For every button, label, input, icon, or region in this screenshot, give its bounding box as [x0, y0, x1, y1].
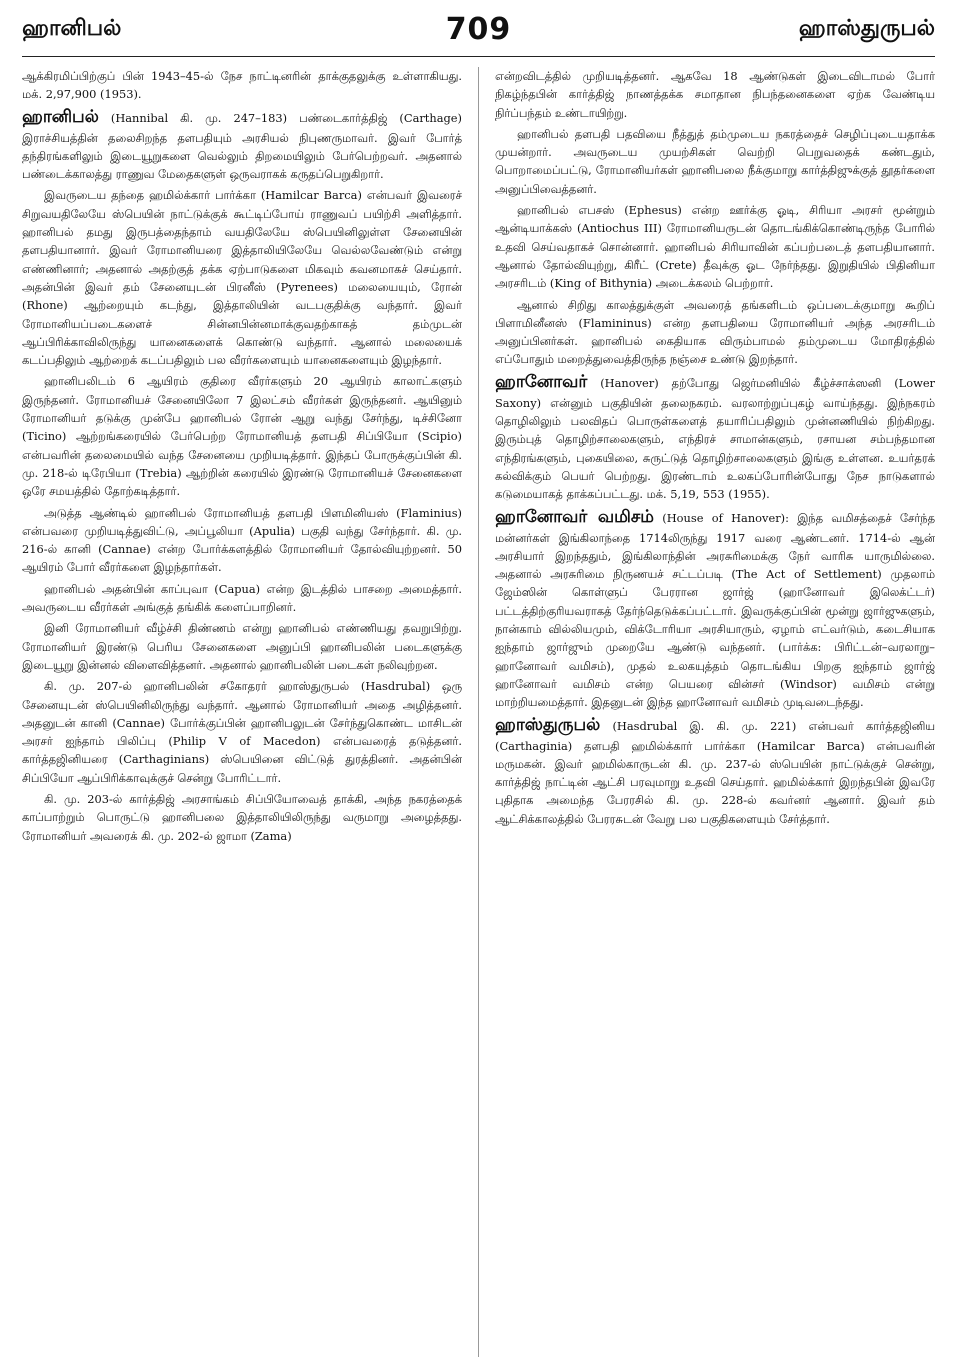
body-paragraph [22, 790, 462, 845]
body-paragraph [22, 372, 462, 500]
paragraph-text: ஆனால் சிறிது காலத்துக்குள் அவரைத் தங்களிடம் ஒப்படைக்குமாறு கூறிப் பிளாமினீனஸ் (Flamininus) என்ற தளபதியை ரோமானியர் அந்த அரசரிடம் அனுப்பினர்கள். ஹானிபல் கைதியாக விரும்பாமல் தம்முடைய மோதிரத்தில் எப்போதும் மறைத்துவைத்திருந்த நஞ்சை உண்டு இறந்தார். [495, 297, 935, 367]
paragraph-text: ஹானிபல் எபசஸ் (Ephesus) என்ற ஊர்க்கு ஓடி, சிரியா அரசர் மூன்றும் ஆன்டியாக்கஸ் (Antiochus III) ரோமானியருடன் தொடங்கிக்கொண்டிருந்த போரில் உதவி செய்வதாகச் சொன்னார். ஹானிபல் சிரியாவின் கப்பற்படைத் தளபதியானார். ஆனால் தோல்வியுற்று, கிரீட் (Crete) தீவுக்கு ஓட நேர்ந்தது. இறுதியில் பிதினியா அரசரிடம் (King of Bithynia) அடைக்கலம் பெற்றார். [495, 203, 935, 291]
paragraph-text: ஹானிபல் தளபதி பதவியை நீத்துத் தம்முடைய நகரத்தைச் செழிப்புடையதாக்க முயன்றார். அவருடைய முயற்சிகள் வெற்றி பெறுவதைக் கண்டதும், பொறாமைப்பட்டு, ரோமானியர்கள் ஹானிபலை நீக்குமாறு கார்த்திஜுக்குத் தூதர்களை அனுப்பிவைத்தனர். [495, 126, 935, 196]
body-paragraph [495, 296, 935, 369]
paragraph-text: இனி ரோமானியர் வீழ்ச்சி திண்ணம் என்று ஹானிபல் எண்ணியது தவறுபிற்று. ரோமானியர் இரண்டு பெரிய சேனைகளை அனுப்பி ஹானிபலின் படைகளுக்கு இடையூறு இன்னல் விளைவித்தனர். அதனால் ஹானிபலின் படைகள் நலிவுற்றன. [22, 621, 462, 672]
page-number: 709 [445, 12, 512, 47]
body-paragraph [22, 186, 462, 369]
column-divider [478, 67, 479, 1357]
body-paragraph [495, 125, 935, 198]
header-left-term: ஹானிபல் [22, 16, 122, 41]
body-paragraph [22, 677, 462, 787]
entry-headword: ஹானோவர் [495, 371, 588, 392]
paragraph-text: கி. மு. 207-ல் ஹானிபலின் சகோதரர் ஹாஸ்துருபல் (Hasdrubal) ஒரு சேனையுடன் ஸ்பெயினிலிருந்து வந்தார். ஆனால் ரோமானியர் அதை அழித்தனர். அதனுடன் கானி (Cannae) போர்க்குப்பின் ஹானிபலுடன் சேர்ந்துகொண்ட மாசிடன் அரசர் ஐந்தாம் பிலிப்பு (Philip V of Macedon) என்பவரைத் தடுத்தனர். கார்த்தஜினியரை (Carthaginians) ஸ்பெயினை விட்டுத் துரத்தினர். அதன்பின் சிப்பியோ ஆப்பிரிக்காவுக்குச் சென்று போரிட்டார். [22, 679, 462, 785]
body-paragraph [495, 201, 935, 292]
header-right-term: ஹாஸ்துருபல் [798, 16, 935, 41]
paragraph-text: அடுத்த ஆண்டில் ஹானிபல் ரோமானியத் தளபதி பிளமினியஸ் (Flaminius) என்பவரை முறியடித்துவிட்டு, அப்பூலியா (Apulia) பகுதி வந்து சேர்ந்தார். கி. மு. 216-ல் கானி (Cannae) என்ற போர்க்களத்தில் ரோமானியர் தோல்வியுற்றனர். 50 ஆயிரம் போர் வீரர்களை இழந்தார்கள். [22, 505, 462, 575]
entry-paragraph [495, 372, 935, 504]
paragraph-text: (Hasdrubal இ. கி. மு. 221) என்பவர் கார்த்தஜினிய (Carthaginia) தளபதி ஹமில்க்கார் பார்க்கா (Hamilcar Barca) என்பவரின் மருமகன். இவர் ஹமில்காருடன் கி. மு. 237-ல் ஸ்பெயின் நாட்டுக்குச் சென்று, கார்த்திஜ் நாட்டின் ஆட்சி பரவுமாறு உதவி செய்தார். ஹமில்க்கார் இறந்தபின் இவரே புதிதாக அமைந்த பேரரசில் கி. மு. 228-ல் கவர்னர் ஆனார். இவர் தம் ஆட்சிக்காலத்தில் பேரரசுடன் வேறு பல பகுதிகளையும் சேர்த்தார். [495, 718, 935, 826]
body-paragraph [22, 580, 462, 617]
paragraph-text: ஹானிபல் அதன்பின் காப்புவா (Capua) என்ற இடத்தில் பாசறை அமைத்தார். அவருடைய வீரர்கள் அங்குத் தங்கிக் களைப்பாறினர். [22, 581, 462, 615]
body-paragraph [22, 619, 462, 674]
entry-headword: ஹானோவர் வமிசம் [495, 506, 654, 527]
entry-paragraph [495, 507, 935, 712]
running-header [22, 10, 935, 57]
right-column [495, 67, 935, 1357]
paragraph-text: என்றவிடத்தில் முறியடித்தனர். ஆகவே 18 ஆண்டுகள் இடைவிடாமல் போர் நிகழ்ந்தபின் கார்த்திஜ் நாணத்தக்க சமாதான நிபந்தனைகளை ஏற்க வேண்டிய நிர்ப்பந்தம் உண்டாயிற்று. [495, 69, 935, 120]
paragraph-text: இவருடைய தந்தை ஹமில்க்கார் பார்க்கா (Hamilcar Barca) என்பவர் இவரைச் சிறுவயதிலேயே ஸ்பெயின் நாட்டுக்குக் கூட்டிப்போய் ராணுவப் பயிற்சி அளித்தார். ஹானிபல் தமது இருபத்தைந்தாம் வயதிலேயே ஸ்பெயினிலுள்ள சேனையின் தளபதியானார். இவர் ரோமானியரை இத்தாலியிலேயே வெல்லவேண்டும் என்று எண்ணினார்; அதனால் அதற்குத் தக்க ஏற்பாடுகளை மிகவும் கவனமாகச் செய்தார். அதன்பின் இவர் தம் சேனையுடன் பிரனீஸ் (Pyrenees) மலையையும், ரோன் (Rhone) ஆற்றையும் கடந்து, இத்தாலியின் வடபகுதிக்கு வந்தார். இவர் ரோமானியப்படைகளைச் சின்னபின்னமாக்குவதற்காகத் தம்முடன் ஆப்பிரிக்காவிலிருந்து யானைகளைக் கொண்டு வந்தார். ஆனால் மலையைக் கடப்பதிலும் ஆற்றைக் கடப்பதிலும் பல வீரர்களையும் யானைகளையும் இழந்தார். [22, 188, 462, 368]
text-columns [22, 67, 935, 1357]
left-column [22, 67, 462, 1357]
entry-headword: ஹானிபல் [22, 106, 99, 127]
paragraph-text: ஹானிபலிடம் 6 ஆயிரம் குதிரை வீரர்களும் 20 ஆயிரம் காலாட்களும் இருந்தனர். ரோமானியச் சேனையிலோ 7 இலட்சம் வீரர்கள் இருந்தனர். ஆயினும் ரோமானியர் தடுக்கு முன்பே ஹானிபல் ரோன் ஆறு வந்து சேர்ந்து, டிச்சினோ (Ticino) ஆற்றங்கரையில் பேர்பெற்ற ரோமானியத் தளபதி சிப்பியோ (Scipio) என்பவரின் தலைமையில் வந்த சேனையை முறியடித்தார். இந்தப் போருக்குப்பின் கி. மு. 218-ல் டிரேபியா (Trebia) ஆற்றின் கரையில் இரண்டு ரோமானியச் சேனைகளை ஒரே சமயத்தில் தோற்கடித்தார். [22, 374, 462, 499]
paragraph-text: ஆக்கிரமிப்பிற்குப் பின் 1943–45-ல் நேச நாட்டினரின் தாக்குதலுக்கு உள்ளாகியது. மக். 2,97,900 (1953). [22, 69, 462, 102]
body-paragraph [495, 67, 935, 122]
paragraph-text: (Hanover) தற்போது ஜெர்மனியில் கீழ்ச்சாக்ஸனி (Lower Saxony) என்னும் பகுதியின் தலைநகரம். வரலாற்றுப்புகழ் வாய்ந்தது. இந்நகரம் தொழிலிலும் பலவிதப் பொருள்களைத் தயாரிப்பதிலும் முன்னணியில் நிற்கிறது. இரும்புத் தொழிற்சாலைகளும், எந்திரச் சாமான்களும், ரசாயன சம்பந்தமான எந்திரங்களும், புகையிலை, சுருட்டுத் தொழிற்சாலைகளும் இங்கு உள்ளன. உயர்தரக் கல்விக்கும் பெயர் பெற்றது. இரண்டாம் உலகப்போரின்போது நேச நாடுகளால் கடுமையாகத் தாக்கப்பட்டது. மக். 5,19, 553 (1955). [495, 375, 935, 502]
entry-headword: ஹாஸ்துருபல் [495, 714, 601, 735]
paragraph-text: (House of Hanover): இந்த வமிசத்தைச் சேர்ந்த மன்னர்கள் இங்கிலாந்தை 1714லிருந்து 1917 வரை ஆண்டனர். 1714-ல் ஆன் அரசியார் இறந்ததும், இங்கிலாந்தின் அரசுரிமைக்கு நேர் வாரிசு யாருமில்லை. அதனால் அரசுரிமை நிருணயச் சட்டப்படி (The Act of Settlement) முதலாம் ஜேம்ஸின் கொள்ளுப் பேரரான ஜார்ஜ் (ஹானோவர் இலெக்ட்டர்) பட்டத்திற்குரியவராகத் தேர்ந்தெடுக்கப்பட்டார். இவருக்குப்பின் மூன்று ஜார்ஜுகளும், நான்காம் வில்லியமும், விக்டோரியா அரசியாரும், ஏழாம் எட்வர்டும், கடைசியாக ஐந்தாம் ஜார்ஜும் முறையே ஆண்டு வந்தனர். (பார்க்க: பிரிட்டன்–வரலாறு–ஹானோவர் வமிசம்), முதல் உலகயுத்தம் தொடங்கிய பிறகு ஐந்தாம் ஜார்ஜ் ஹானோவர் வமிசம் என்ற பெயரை வின்சர் (Windsor) வமிசம் என்று மாற்றியமைத்தார். இதனுடன் இந்த ஹானோவர் வமிசம் முடிவடைந்தது. [495, 510, 935, 710]
entry-paragraph [495, 715, 935, 828]
body-paragraph [22, 504, 462, 577]
paragraph-text: (Hannibal கி. மு. 247–183) பண்டைகார்த்திஜ் (Carthage) இராச்சியத்தின் தலைசிறந்த தளபதியும் அரசியல் நிபுணருமாவர். இவர் போர்த் தந்திரங்களிலும் இடையூறுகளை வெல்லும் திறமையிலும் பேர்பெற்றவர். அதனால் பண்டைக்காலத்து ராணுவ மேதைகளுள் ஒருவராகக் கருதப்பெறுகிறார். [22, 110, 462, 182]
paragraph-text: கி. மு. 203-ல் கார்த்திஜ் அரசாங்கம் சிப்பியோவைத் தாக்கி, அந்த நகரத்தைக் காப்பாற்றும் பொருட்டு ஹானிபலை இத்தாலியிலிருந்து வருமாறு அழைத்தது. ரோமானியர் அவரைக் கி. மு. 202-ல் ஜாமா (Zama) [22, 791, 462, 843]
entry-paragraph [22, 107, 462, 184]
body-paragraph [22, 67, 462, 104]
